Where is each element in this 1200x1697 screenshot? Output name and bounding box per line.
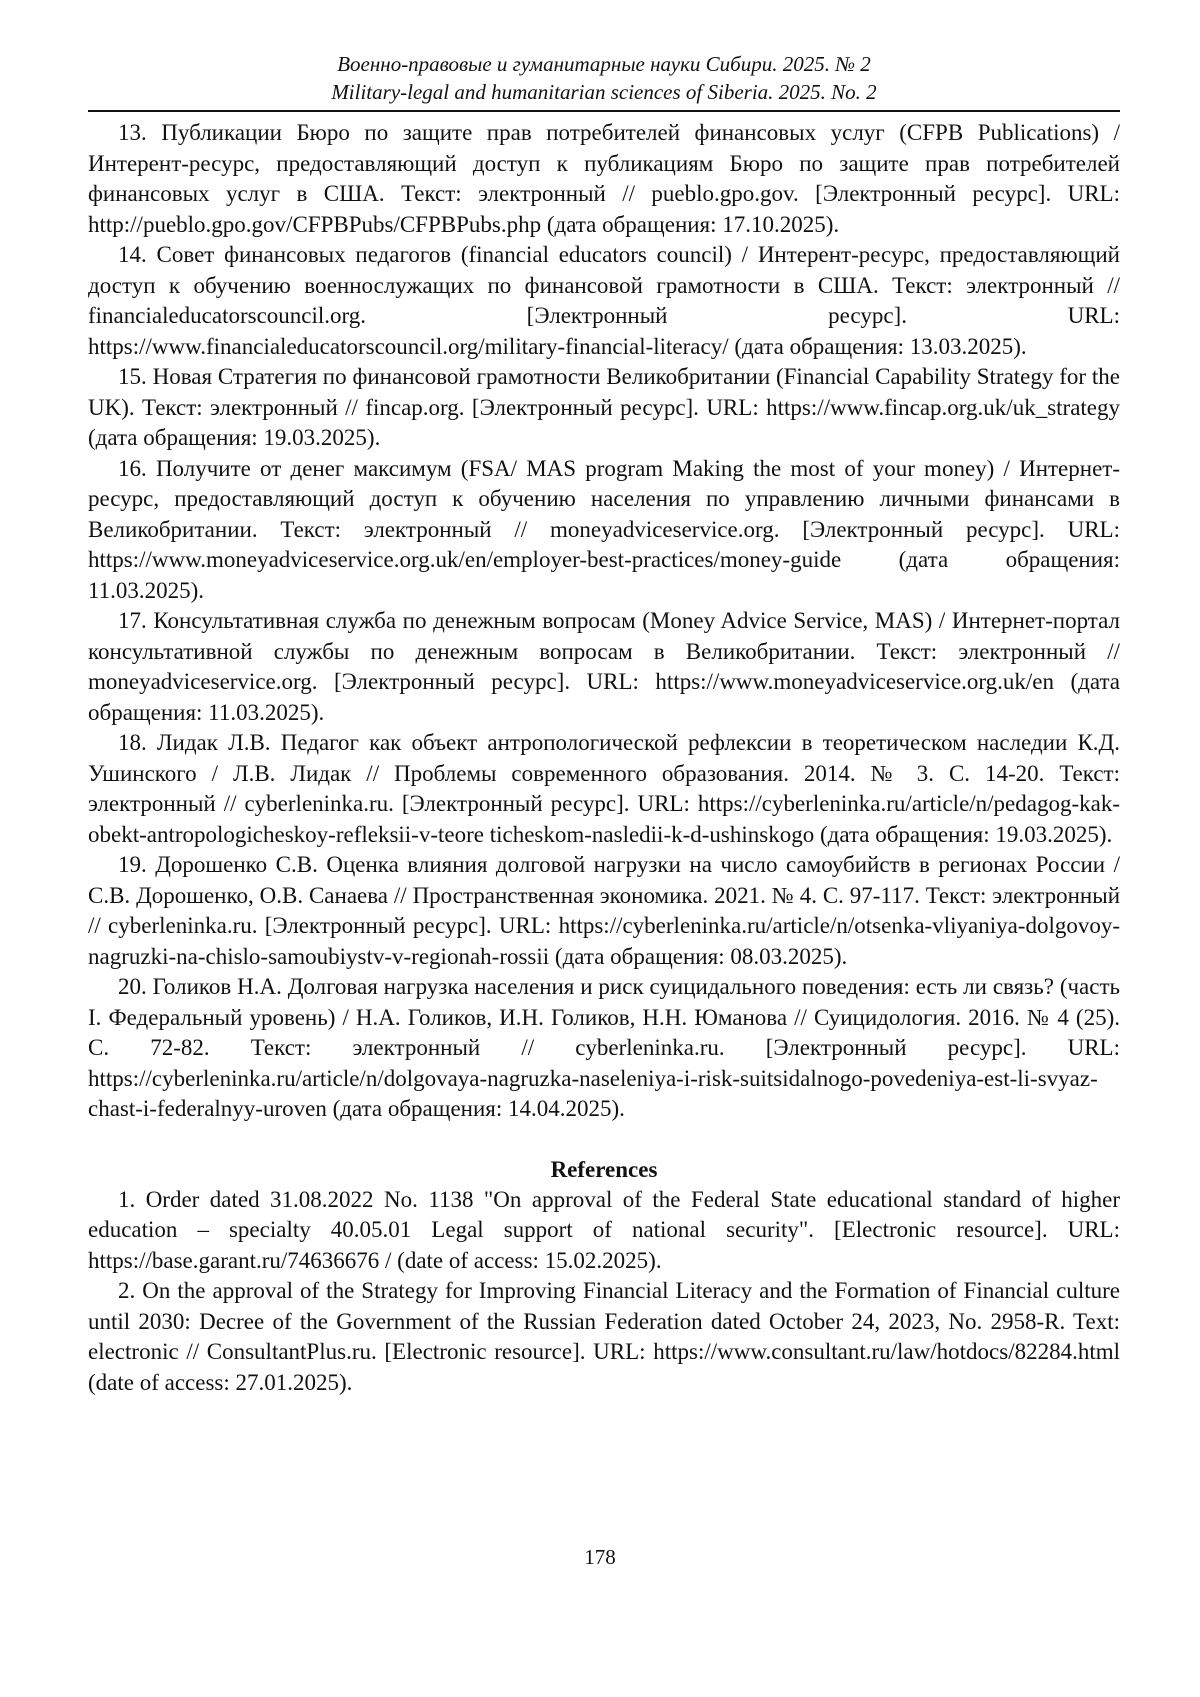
reference-item: 13. Публикации Бюро по защите прав потребителей финансовых услуг (CFPB Publications) / Интерент-ресурс, предоставляющий доступ к публикациям Бюро по защите прав потребителей финансовых услуг в США. Текст: электронный // pueblo.gpo.gov. [Электронный ресурс]. URL: http://pueblo.gpo.gov/CFPBPubs/CFPBPubs.php (дата обращения: 17.10.2025). — [88, 120, 1120, 237]
reference-item: 17. Консультативная служба по денежным вопросам (Money Advice Service, MAS) / Интернет-портал консультативной службы по денежным вопросам в Великобритании. Текст: электронный // moneyadviceservice.org. [Электронный ресурс]. URL: https://www.moneyadviceservice.org.uk/en (дата обращения: 11.03.2025). — [88, 608, 1120, 725]
reference-item: 15. Новая Стратегия по финансовой грамотности Великобритании (Financial Capability Strategy for the UK). Текст: электронный // fincap.org. [Электронный ресурс]. URL: https://www.fincap.org.uk/uk_strategy (дата обращения: 19.03.2025). — [88, 364, 1120, 450]
header-title-en: Military-legal and humanitarian sciences of Siberia. 2025. No. 2 — [331, 80, 877, 104]
header-rule — [88, 110, 1120, 112]
reference-item: 14. Совет финансовых педагогов (financial educators council) / Интерент-ресурс, предоставляющий доступ к обучению военнослужащих по финансовой грамотности в США. Текст: электронный // financialeducatorscouncil.org. [Электронный ресурс]. URL: https://www.financialeducatorscouncil.org/military-financial-literacy/ (дата обращения: 13.03.2025). — [88, 242, 1120, 359]
reference-item: 19. Дорошенко С.В. Оценка влияния долговой нагрузки на число самоубийств в регионах России / С.В. Дорошенко, О.В. Санаева // Пространственная экономика. 2021. № 4. С. 97-117. Текст: электронный // cyberleninka.ru. [Электронный ресурс]. URL: https://cyberleninka.ru/article/n/otsenka-vliyaniya-dolgovoy-nagruzki-na-chislo-samoubiystv-v-regionah-rossii (дата обращения: 08.03.2025). — [88, 852, 1120, 969]
references-heading: References — [550, 1156, 658, 1182]
page-number: 178 — [584, 1545, 616, 1569]
reference-item: 2. On the approval of the Strategy for Improving Financial Literacy and the Formation of Financial culture until 2030: Decree of the Government of the Russian Federation dated October 24, 2023, No. 2958-R. Text: electronic // ConsultantPlus.ru. [Electronic resource]. URL: https://www.consultant.ru/law/hotdocs/82284.html (date of access: 27.01.2025). — [88, 1278, 1120, 1395]
reference-item: 16. Получите от денег максимум (FSA/ MAS program Making the most of your money) / Интернет-ресурс, предоставляющий доступ к обучению населения по управлению личными финансами в Великобритании. Текст: электронный // moneyadviceservice.org. [Электронный ресурс]. URL: https://www.moneyadviceservice.org.uk/en/employer-best-practices/money-guide (дата обращения: 11.03.2025). — [88, 455, 1120, 603]
reference-item: 18. Лидак Л.В. Педагог как объект антропологической рефлексии в теоретическом наследии К.Д. Ушинского / Л.В. Лидак // Проблемы современного образования. 2014. № 3. С. 14-20. Текст: электронный // cyberleninka.ru. [Электронный ресурс]. URL: https://cyberleninka.ru/article/n/pedagog-kak-obekt-antropologicheskoy-refleksii-v-teore ticheskom-nasledii-k-d-ushinskogo (дата обращения: 19.03.2025). — [88, 730, 1120, 847]
reference-list-ru — [88, 118, 1120, 1125]
reference-item: 1. Order dated 31.08.2022 No. 1138 "On approval of the Federal State educational standard of higher education – specialty 40.05.01 Legal support of national security". [Electronic resource]. URL: https://base.garant.ru/74636676 / (date of access: 15.02.2025). — [88, 1186, 1120, 1273]
reference-item: 20. Голиков Н.А. Долговая нагрузка населения и риск суицидального поведения: есть ли связь? (часть I. Федеральный уровень) / Н.А. Голиков, И.Н. Голиков, Н.Н. Юманова // Суицидология. 2016. № 4 (25). С. 72-82. Текст: электронный // cyberleninka.ru. [Электронный ресурс]. URL: https://cyberleninka.ru/article/n/dolgovaya-nagruzka-naseleniya-i-risk-suitsidalnogo-povedeniya-est-li-svyaz-chast-i-federalnyy-uroven (дата обращения: 14.04.2025). — [88, 974, 1120, 1121]
running-header — [88, 50, 1120, 106]
reference-list-en — [88, 1185, 1120, 1399]
header-title-ru: Военно-правовые и гуманитарные науки Сибири. 2025. № 2 — [337, 52, 871, 76]
journal-page — [88, 50, 1120, 1670]
